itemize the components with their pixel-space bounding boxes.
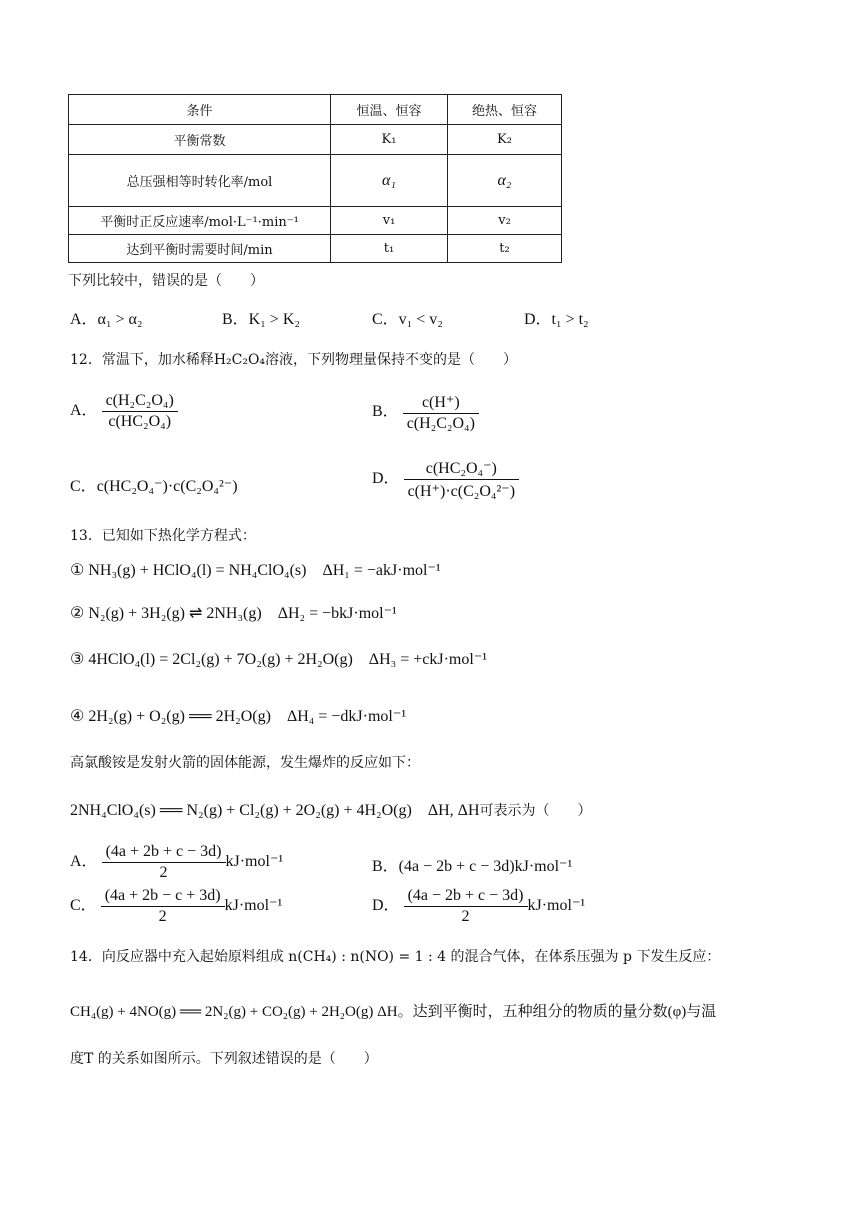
table-cell: t₂ <box>448 235 562 263</box>
q11-stem: 下列比较中，错误的是（ ） <box>68 273 264 289</box>
q13-option-b: B．(4a − 2b + c − 3d)kJ·mol⁻¹ <box>372 858 573 875</box>
table-header: 绝热、恒容 <box>448 95 562 125</box>
table-header: 条件 <box>69 95 331 125</box>
q13-option-d <box>372 887 585 926</box>
q12-option-d <box>372 458 519 501</box>
table-cell: 平衡时正反应速率/mol·L⁻¹·min⁻¹ <box>69 207 331 235</box>
denominator: c(HC₂O₄) <box>108 413 172 430</box>
denominator: 2 <box>461 908 470 925</box>
denominator: 2 <box>159 864 168 881</box>
q13-option-a <box>70 843 283 882</box>
table-row <box>69 207 562 235</box>
q12-option-c <box>70 473 238 496</box>
q13-intro: 高氯酸铵是发射火箭的固体能源，发生爆炸的反应如下： <box>70 755 420 771</box>
numerator: c(HC₂O₄⁻) <box>404 458 519 480</box>
main-equation <box>70 797 592 820</box>
main-equation-text: 2NH₄ClO₄(s) ══ N₂(g) + Cl₂(g) + 2O₂(g) + 4H₂O(g) ΔH, ΔH <box>70 802 480 819</box>
q12-stem: 12．常温下，加水稀释H₂C₂O₄溶液，下列物理量保持不变的是（ ） <box>70 352 518 368</box>
numerator: (4a + 2b + c − 3d) <box>102 843 226 863</box>
q11-option-d: D．t₁ > t₂ <box>524 311 589 328</box>
option-label: A． <box>70 853 98 871</box>
q14-line-3: 度T 的关系如图所示。下列叙述错误的是（ ） <box>70 1051 378 1067</box>
equation-4: ④ 2H₂(g) + O₂(g) ══ 2H₂O(g) ΔH₄ = −dkJ·mol⁻¹ <box>70 708 407 725</box>
option-label: A． <box>70 402 98 420</box>
equation-2: ② N₂(g) + 3H₂(g) ⇌ 2NH₃(g) ΔH₂ = −bkJ·mol⁻¹ <box>70 605 397 622</box>
expression: c(HC₂O₄⁻)·c(C₂O₄²⁻) <box>96 478 238 495</box>
q11-option-c: C．v₁ < v₂ <box>372 311 443 328</box>
option-label: C． <box>70 897 97 915</box>
unit: kJ·mol⁻¹ <box>225 853 284 871</box>
fraction <box>404 458 519 501</box>
fraction <box>102 392 178 431</box>
q11-option-a: A．α₁ > α₂ <box>70 311 143 328</box>
denominator: 2 <box>158 908 167 925</box>
q14-line-1: 14．向反应器中充入起始原料组成 n(CH₄) : n(NO) = 1 : 4 的混合气体，在体系压强为 p 下发生反应： <box>70 949 721 965</box>
equation-1: ① NH₃(g) + HClO₄(l) = NH₄ClO₄(s) ΔH₁ = −akJ·mol⁻¹ <box>70 562 441 579</box>
table-row <box>69 235 562 263</box>
option-label: B． <box>372 403 399 421</box>
numerator: (4a + 2b − c + 3d) <box>101 887 225 907</box>
equation-3: ③ 4HClO₄(l) = 2Cl₂(g) + 7O₂(g) + 2H₂O(g) ΔH₃ = +ckJ·mol⁻¹ <box>70 651 488 668</box>
q14-line-2: CH₄(g) + 4NO(g) ══ 2N₂(g) + CO₂(g) + 2H₂O(g) ΔH。达到平衡时，五种组分的物质的量分数(φ)与温 <box>70 1004 717 1020</box>
option-label: D． <box>372 470 400 488</box>
table-cell: v₂ <box>448 207 562 235</box>
conditions-table <box>68 94 562 263</box>
fraction <box>102 843 226 882</box>
fraction <box>101 887 225 926</box>
table-cell: 达到平衡时需要时间/min <box>69 235 331 263</box>
denominator: c(H⁺)·c(C₂O₄²⁻) <box>407 483 516 500</box>
table-cell: 总压强相等时转化率/mol <box>69 155 331 207</box>
table-cell: α₂ <box>448 155 562 207</box>
table-cell: K₁ <box>331 125 448 155</box>
numerator: c(H⁺) <box>403 392 479 414</box>
table-cell: K₂ <box>448 125 562 155</box>
table-row <box>69 125 562 155</box>
q13-stem: 13．已知如下热化学方程式： <box>70 528 256 544</box>
q12-option-a <box>70 392 178 431</box>
main-equation-tail: 可表示为（ ） <box>479 804 592 819</box>
table-cell: v₁ <box>331 207 448 235</box>
fraction <box>403 392 479 433</box>
fraction <box>404 887 528 926</box>
denominator: c(H₂C₂O₄) <box>406 415 475 432</box>
q12-option-b <box>372 392 479 433</box>
numerator: c(H₂C₂O₄) <box>102 392 178 412</box>
table-cell: t₁ <box>331 235 448 263</box>
option-label: C． <box>70 478 97 495</box>
table-header: 恒温、恒容 <box>331 95 448 125</box>
option-label: D． <box>372 897 400 915</box>
table-cell: α₁ <box>331 155 448 207</box>
unit: kJ·mol⁻¹ <box>527 897 586 915</box>
q13-option-c <box>70 887 282 926</box>
numerator: (4a − 2b + c − 3d) <box>404 887 528 907</box>
unit: kJ·mol⁻¹ <box>224 897 283 915</box>
q11-option-b: B．K₁ > K₂ <box>222 311 300 328</box>
table-row <box>69 155 562 207</box>
table-cell: 平衡常数 <box>69 125 331 155</box>
